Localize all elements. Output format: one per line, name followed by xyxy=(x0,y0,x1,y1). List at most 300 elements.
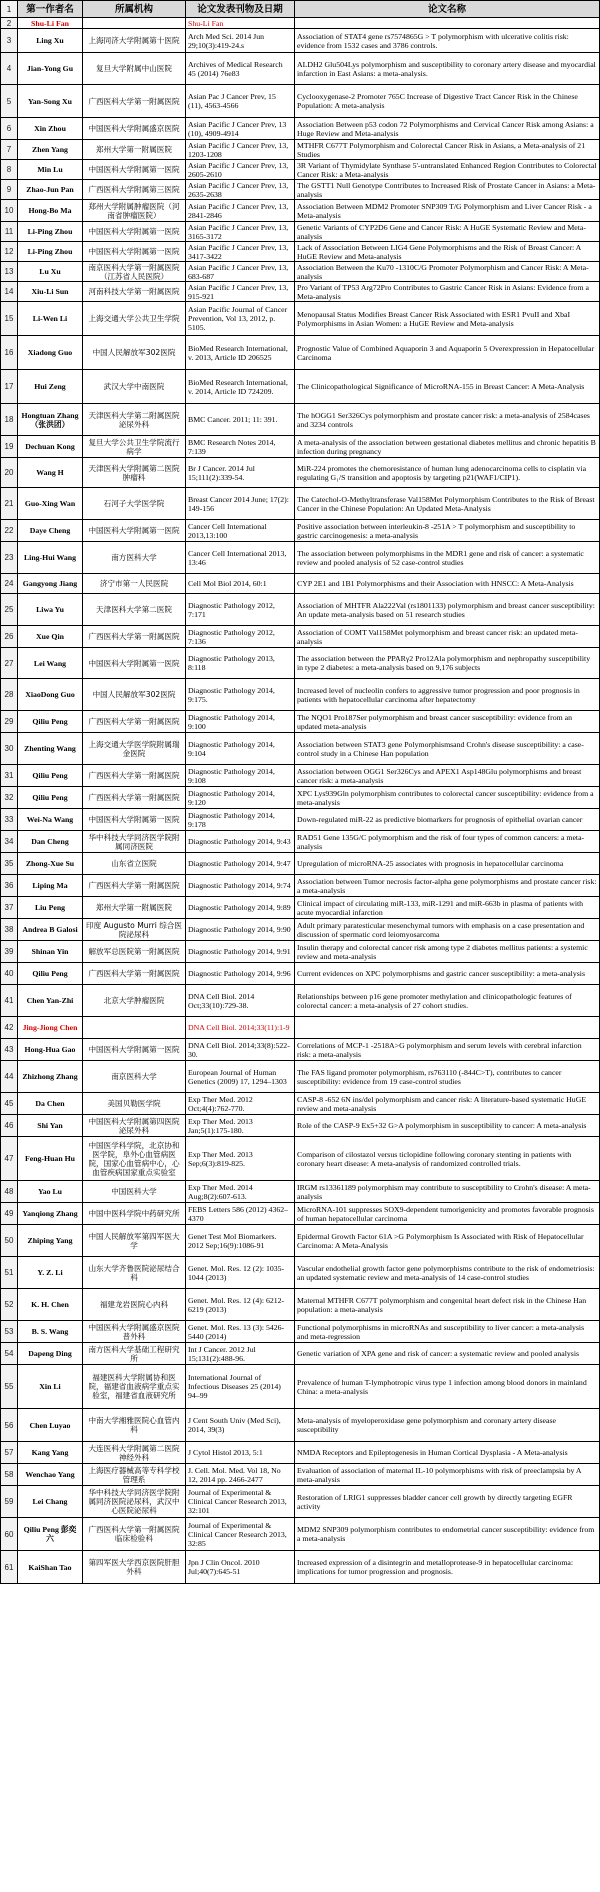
institution-cell: 郑州大学第一附属医院 xyxy=(83,897,186,919)
journal-cell: DNA Cell Biol. 2014;33(11):1-9 xyxy=(186,1017,295,1039)
title-cell xyxy=(295,18,600,29)
title-cell: Association of COMT Val158Met polymorphism and breast cancer risk: an updated meta-analysis xyxy=(295,626,600,648)
header-author: 第一作者名 xyxy=(18,1,83,18)
table-row xyxy=(1,53,600,85)
row-number: 21 xyxy=(1,488,18,520)
institution-cell: 中国中医科学院中药研究所 xyxy=(83,1203,186,1225)
row-number: 34 xyxy=(1,831,18,853)
author-cell: Jing-Jiong Chen xyxy=(18,1017,83,1039)
title-cell: Adult primary paratesticular mesenchymal tumors with emphasis on a case presentation and discussion of spermatic cord leiomyosarcoma xyxy=(295,919,600,941)
author-cell: Xin Li xyxy=(18,1365,83,1409)
title-cell: Clinical impact of circulating miR-133, miR-1291 and miR-663b in plasma of patients with acute myocardial infarction xyxy=(295,897,600,919)
row-number: 2 xyxy=(1,18,18,29)
institution-cell: 中国医科大学附属第一医院 xyxy=(83,648,186,679)
journal-cell: Diagnostic Pathology 2014, 9:96 xyxy=(186,963,295,985)
row-number: 3 xyxy=(1,29,18,53)
author-cell: Zhong-Xue Su xyxy=(18,853,83,875)
title-cell: CASP-8 -652 6N ins/del polymorphism and cancer risk: A literature-based systematic HuGE review and meta-analysis xyxy=(295,1093,600,1115)
table-row xyxy=(1,436,600,458)
author-cell: Hongtuan Zhang（张洪团） xyxy=(18,404,83,436)
title-cell: Association between OGG1 Ser326Cys and APEX1 Asp148Glu polymorphisms and breast cancer risk: a meta-analysis xyxy=(295,765,600,787)
table-row xyxy=(1,1289,600,1321)
author-cell: Hong-Hua Gao xyxy=(18,1039,83,1061)
title-cell: Comparison of cilostazol versus ticlopidine following coronary stenting in patients with coronary heart disease: A meta-analysis of randomized controlled trials. xyxy=(295,1137,600,1181)
row-number: 10 xyxy=(1,200,18,222)
table-row xyxy=(1,875,600,897)
title-cell: Genetic variation of XPA gene and risk of cancer: a systematic review and pooled analysis xyxy=(295,1343,600,1365)
journal-cell: Asian Pacific J Cancer Prev, 13, 915-921 xyxy=(186,282,295,302)
institution-cell: 中国人民解放军302医院 xyxy=(83,679,186,711)
table-body xyxy=(1,1,600,1584)
row-number: 38 xyxy=(1,919,18,941)
journal-cell: Cancer Cell International 2013,13:100 xyxy=(186,520,295,542)
row-number: 45 xyxy=(1,1093,18,1115)
row-number: 17 xyxy=(1,370,18,404)
institution-cell: 武汉大学中南医院 xyxy=(83,370,186,404)
author-cell: Zhen Yang xyxy=(18,140,83,160)
row-number: 43 xyxy=(1,1039,18,1061)
table-row xyxy=(1,1061,600,1093)
institution-cell: 南方医科大学 xyxy=(83,542,186,574)
institution-cell: 福建龙岩医院心内科 xyxy=(83,1289,186,1321)
row-number: 9 xyxy=(1,180,18,200)
title-cell: MTHFR C677T Polymorphism and Colorectal Cancer Risk in Asians, a Meta-analysis of 21 Studies xyxy=(295,140,600,160)
table-row xyxy=(1,1017,600,1039)
row-number: 44 xyxy=(1,1061,18,1093)
journal-cell: Diagnostic Pathology 2013, 8:118 xyxy=(186,648,295,679)
author-cell: Li-Wen Li xyxy=(18,302,83,336)
table-row xyxy=(1,574,600,594)
author-cell: Dechuan Kong xyxy=(18,436,83,458)
journal-cell: Cancer Cell International 2013, 13:46 xyxy=(186,542,295,574)
journal-cell: Diagnostic Pathology 2014, 9:89 xyxy=(186,897,295,919)
journal-cell: Genet Test Mol Biomarkers. 2012 Sep;16(9):1086-91 xyxy=(186,1225,295,1257)
row-number: 15 xyxy=(1,302,18,336)
journal-cell: Asian Pacific J Cancer Prev, 13 (10), 4909-4914 xyxy=(186,118,295,140)
table-row xyxy=(1,679,600,711)
table-row xyxy=(1,594,600,626)
row-number: 20 xyxy=(1,458,18,488)
title-cell: Role of the CASP-9 Ex5+32 G>A polymorphism in susceptibility to cancer: A meta-analysis xyxy=(295,1115,600,1137)
institution-cell: 山东大学齐鲁医院泌尿结合科 xyxy=(83,1257,186,1289)
author-cell: Chen Luyao xyxy=(18,1409,83,1442)
row-number: 13 xyxy=(1,262,18,282)
journal-cell: Genet. Mol. Res. 13 (3): 5426-5440 (2014) xyxy=(186,1321,295,1343)
institution-cell: 中国医科大学附属第一医院 xyxy=(83,242,186,262)
author-cell: Qiliu Peng xyxy=(18,963,83,985)
author-cell: Y. Z. Li xyxy=(18,1257,83,1289)
table-row xyxy=(1,1365,600,1409)
author-cell: Wei-Na Wang xyxy=(18,809,83,831)
author-cell: Qiliu Peng xyxy=(18,711,83,733)
journal-cell: Genet. Mol. Res. 12 (4): 6212-6219 (2013) xyxy=(186,1289,295,1321)
title-cell: Restoration of LRIG1 suppresses bladder cancer cell growth by directly targeting EGFR activity xyxy=(295,1486,600,1518)
institution-cell: 福建医科大学附属协和医院，福建省血液病学重点实验室，福建省血液研究所 xyxy=(83,1365,186,1409)
author-cell: Hong-Bo Ma xyxy=(18,200,83,222)
title-cell: Down-regulated miR-22 as predictive biomarkers for prognosis of epithelial ovarian cancer xyxy=(295,809,600,831)
row-number: 56 xyxy=(1,1409,18,1442)
journal-cell: J Cytol Histol 2013, 5:1 xyxy=(186,1442,295,1464)
author-cell: Ling Xu xyxy=(18,29,83,53)
table-row xyxy=(1,1137,600,1181)
title-cell: CYP 2E1 and 1B1 Polymorphisms and their Association with HNSCC: A Meta-Analysis xyxy=(295,574,600,594)
table-row xyxy=(1,200,600,222)
author-cell: Andrea B Galosi xyxy=(18,919,83,941)
journal-cell: Diagnostic Pathology 2014, 9:90 xyxy=(186,919,295,941)
institution-cell: 广西医科大学第一附属医院 xyxy=(83,765,186,787)
institution-cell: 郑州大学附属肿瘤医院（河南省肿瘤医院） xyxy=(83,200,186,222)
institution-cell: 中国医科大学 xyxy=(83,1181,186,1203)
author-cell: Min Lu xyxy=(18,160,83,180)
title-cell xyxy=(295,1017,600,1039)
author-cell: Wenchao Yang xyxy=(18,1464,83,1486)
row-number: 29 xyxy=(1,711,18,733)
title-cell: The association between the PPARγ2 Pro12Ala polymorphism and nephropathy susceptibility in type 2 diabetes: a meta-analysis based on 9,176 subjects xyxy=(295,648,600,679)
row-number: 32 xyxy=(1,787,18,809)
journal-cell: Breast Cancer 2014 June; 17(2): 149-156 xyxy=(186,488,295,520)
institution-cell: 中国医学科学院，北京协和医学院，阜外心血管病医院，国家心血管病中心，心血管疾病国家重点实验室 xyxy=(83,1137,186,1181)
title-cell: The association between polymorphisms in the MDR1 gene and risk of cancer: a systematic review and pooled analysis of 52 case-control studies xyxy=(295,542,600,574)
author-cell: Xiadong Guo xyxy=(18,336,83,370)
author-cell: Qiliu Peng xyxy=(18,787,83,809)
author-cell: Liwa Yu xyxy=(18,594,83,626)
journal-cell: Diagnostic Pathology 2014, 9:47 xyxy=(186,853,295,875)
institution-cell: 广西医科大学第一附属医院 xyxy=(83,875,186,897)
title-cell: Positive association between interleukin-8 -251A > T polymorphism and susceptibility to gastric carcinogenesis: a meta-analysis xyxy=(295,520,600,542)
table-row xyxy=(1,180,600,200)
journal-cell: Br J Cancer. 2014 Jul 15;111(2):339-54. xyxy=(186,458,295,488)
title-cell: Current evidences on XPC polymorphisms and gastric cancer susceptibility: a meta-analysis xyxy=(295,963,600,985)
institution-cell: 印度 Augusto Murri 综合医院泌尿科 xyxy=(83,919,186,941)
title-cell: Maternal MTHFR C677T polymorphism and congenital heart defect risk in the Chinese Han population: a meta-analysis xyxy=(295,1289,600,1321)
table-row xyxy=(1,336,600,370)
row-number: 54 xyxy=(1,1343,18,1365)
title-cell: Evaluation of association of maternal IL-10 polymorphisms with risk of preeclampsia by A meta-analysis xyxy=(295,1464,600,1486)
journal-cell: J. Cell. Mol. Med. Vol 18, No 12, 2014 pp. 2466-2477 xyxy=(186,1464,295,1486)
journal-cell: BMC Cancer. 2011; 11: 391. xyxy=(186,404,295,436)
journal-cell: Archives of Medical Research 45 (2014) 76e83 xyxy=(186,53,295,85)
title-cell: Correlations of MCP-1 -2518A>G polymorphism and serum levels with cerebral infarction risk: a meta-analysis xyxy=(295,1039,600,1061)
row-number: 8 xyxy=(1,160,18,180)
table-row xyxy=(1,370,600,404)
header-title: 论文名称 xyxy=(295,1,600,18)
row-number: 5 xyxy=(1,85,18,118)
table-row xyxy=(1,18,600,29)
table-row xyxy=(1,118,600,140)
institution-cell: 广西医科大学第一附属医院临床检验科 xyxy=(83,1518,186,1551)
title-cell: The hOGG1 Ser326Cys polymorphism and prostate cancer risk: a meta-analysis of 2584cases and 3234 controls xyxy=(295,404,600,436)
table-row xyxy=(1,140,600,160)
row-number: 27 xyxy=(1,648,18,679)
institution-cell: 华中科技大学同济医学院附属同济医院 xyxy=(83,831,186,853)
journal-cell: BioMed Research International, v. 2014, Article ID 724209. xyxy=(186,370,295,404)
title-cell: Epidermal Growth Factor 61A >G Polymorphism Is Associated with Risk of Hepatocellular Carcinoma: A Meta-Analysis xyxy=(295,1225,600,1257)
table-row xyxy=(1,542,600,574)
institution-cell: 南方医科大学基础工程研究所 xyxy=(83,1343,186,1365)
table-row xyxy=(1,1203,600,1225)
author-cell: Jian-Yong Gu xyxy=(18,53,83,85)
institution-cell: 上海交通大学公共卫生学院 xyxy=(83,302,186,336)
title-cell: The NQO1 Pro187Ser polymorphism and breast cancer susceptibility: evidence from an updated meta-analysis xyxy=(295,711,600,733)
row-number: 19 xyxy=(1,436,18,458)
title-cell: Association of MHTFR Ala222Val (rs1801133) polymorphism and breast cancer susceptibility: An update meta-analysis based on 51 research studies xyxy=(295,594,600,626)
author-cell: Dapeng Ding xyxy=(18,1343,83,1365)
table-row xyxy=(1,733,600,765)
title-cell: ALDH2 Glu504Lys polymorphism and susceptibility to coronary artery disease and myocardial infarction in East Asians: a meta-analysis. xyxy=(295,53,600,85)
table-row xyxy=(1,1409,600,1442)
institution-cell: 上海医疗器械高等专科学校管理系 xyxy=(83,1464,186,1486)
institution-cell: 中国医科大学附属第一医院 xyxy=(83,1039,186,1061)
institution-cell: 中国医科大学附属第一医院 xyxy=(83,809,186,831)
row-number: 6 xyxy=(1,118,18,140)
table-row xyxy=(1,831,600,853)
row-number: 12 xyxy=(1,242,18,262)
title-cell: NMDA Receptors and Epileptogenesis in Human Cortical Dysplasia - A Meta-analysis xyxy=(295,1442,600,1464)
table-row xyxy=(1,941,600,963)
journal-cell: Arch Med Sci. 2014 Jun 29;10(3):419-24.s xyxy=(186,29,295,53)
table-row xyxy=(1,1257,600,1289)
row-number: 58 xyxy=(1,1464,18,1486)
journal-cell: Asian Pacific J Cancer Prev, 13, 683-687 xyxy=(186,262,295,282)
institution-cell: 中国医科大学附属第四医院泌尿外科 xyxy=(83,1115,186,1137)
title-cell: Lack of Association Between LIG4 Gene Polymorphisms and the Risk of Breast Cancer: A HuGE Review and Meta-analysis xyxy=(295,242,600,262)
journal-cell: International Journal of Infectious Diseases 25 (2014) 94–99 xyxy=(186,1365,295,1409)
row-number: 24 xyxy=(1,574,18,594)
institution-cell: 华中科技大学同济医学院附属同济医院泌尿科，武汉中心医院泌尿科 xyxy=(83,1486,186,1518)
journal-cell: Diagnostic Pathology 2014, 9:91 xyxy=(186,941,295,963)
table-row xyxy=(1,160,600,180)
author-cell: Ling-Hui Wang xyxy=(18,542,83,574)
title-cell: Pro Variant of TP53 Arg72Pro Contributes to Gastric Cancer Risk in Asians: Evidence from a Meta-analysis xyxy=(295,282,600,302)
author-cell: Lei Wang xyxy=(18,648,83,679)
author-cell: Shinan Yin xyxy=(18,941,83,963)
institution-cell: 中国医科大学附属第一医院 xyxy=(83,222,186,242)
title-cell: Meta-analysis of myeloperoxidase gene polymorphism and coronary artery disease susceptibility xyxy=(295,1409,600,1442)
table-row xyxy=(1,29,600,53)
author-cell: Hui Zeng xyxy=(18,370,83,404)
journal-cell: Exp Ther Med. 2014 Aug;8(2):607-613. xyxy=(186,1181,295,1203)
author-cell: XiaoDong Guo xyxy=(18,679,83,711)
title-cell: Vascular endothelial growth factor gene polymorphisms contribute to the risk of endometriosis: an updated systematic review and meta-analysis of 14 case-control studies xyxy=(295,1257,600,1289)
institution-cell: 广西医科大学附属第三医院 xyxy=(83,180,186,200)
title-cell: Association between STAT3 gene Polymorphismsand Crohn's disease susceptibility: a case-control study in a Chinese Han population xyxy=(295,733,600,765)
institution-cell: 天津医科大学第二附属医院泌尿外科 xyxy=(83,404,186,436)
institution-cell: 济宁市第一人民医院 xyxy=(83,574,186,594)
journal-cell: Asian Pacific J Cancer Prev, 13, 2605-2610 xyxy=(186,160,295,180)
row-number: 49 xyxy=(1,1203,18,1225)
author-cell: B. S. Wang xyxy=(18,1321,83,1343)
author-cell: Zhizhong Zhang xyxy=(18,1061,83,1093)
table-row xyxy=(1,222,600,242)
title-cell: MDM2 SNP309 polymorphism contributes to endometrial cancer susceptibility: evidence from a meta-analysis xyxy=(295,1518,600,1551)
title-cell: Functional polymorphisms in microRNAs and susceptibility to liver cancer: a meta-analysis and meta-regression xyxy=(295,1321,600,1343)
header-journal: 论文发表刊物及日期 xyxy=(186,1,295,18)
table-row xyxy=(1,897,600,919)
row-number: 53 xyxy=(1,1321,18,1343)
header-institution: 所属机构 xyxy=(83,1,186,18)
journal-cell: Asian Pacific J Cancer Prev, 13, 3165-3172 xyxy=(186,222,295,242)
table-row xyxy=(1,626,600,648)
institution-cell: 上海同济大学附属第十医院 xyxy=(83,29,186,53)
author-cell: Li-Ping Zhou xyxy=(18,222,83,242)
table-row xyxy=(1,1181,600,1203)
author-cell: Qiliu Peng xyxy=(18,765,83,787)
institution-cell: 中国医科大学附属盛京医院普外科 xyxy=(83,1321,186,1343)
table-row xyxy=(1,1225,600,1257)
table-row xyxy=(1,458,600,488)
row-number: 51 xyxy=(1,1257,18,1289)
author-cell: Liping Ma xyxy=(18,875,83,897)
row-number: 36 xyxy=(1,875,18,897)
title-cell: The Catechol-O-Methyltransferase Val158Met Polymorphism Contributes to the Risk of Breast Cancer in the Chinese Population: An Updated Meta-Analysis xyxy=(295,488,600,520)
author-cell: Qiliu Peng 彭奕六 xyxy=(18,1518,83,1551)
table-row xyxy=(1,809,600,831)
table-row xyxy=(1,404,600,436)
author-cell: Xiu-Li Sun xyxy=(18,282,83,302)
institution-cell: 南京医科大学 xyxy=(83,1061,186,1093)
row-number: 60 xyxy=(1,1518,18,1551)
title-cell: Upregulation of microRNA-25 associates with prognosis in hepatocellular carcinoma xyxy=(295,853,600,875)
author-cell: Feng-Huan Hu xyxy=(18,1137,83,1181)
author-cell: KaiShan Tao xyxy=(18,1551,83,1584)
journal-cell: DNA Cell Biol. 2014 Oct;33(10):729-38. xyxy=(186,985,295,1017)
institution-cell: 河南科技大学第一附属医院 xyxy=(83,282,186,302)
author-cell: K. H. Chen xyxy=(18,1289,83,1321)
table-row xyxy=(1,1486,600,1518)
journal-cell: BioMed Research International, v. 2013, Article ID 206525 xyxy=(186,336,295,370)
row-number: 31 xyxy=(1,765,18,787)
journal-cell: Asian Pacific J Cancer Prev, 13, 3417-3422 xyxy=(186,242,295,262)
table-row xyxy=(1,1039,600,1061)
journal-cell: Diagnostic Pathology 2012, 7:171 xyxy=(186,594,295,626)
institution-cell: 解放军总医院第一附属医院 xyxy=(83,941,186,963)
title-cell: Cyclooxygenase-2 Promoter 765C Increase of Digestive Tract Cancer Risk in the Chinese Population: A meta-analysis xyxy=(295,85,600,118)
institution-cell: 中国医科大学附属第一医院 xyxy=(83,160,186,180)
title-cell: The GSTT1 Null Genotype Contributes to Increased Risk of Prostate Cancer in Asians: a Meta-analysis xyxy=(295,180,600,200)
table-row xyxy=(1,985,600,1017)
row-number: 35 xyxy=(1,853,18,875)
title-cell: A meta-analysis of the association between gestational diabetes mellitus and chronic hepatitis B infection during pregnancy xyxy=(295,436,600,458)
author-cell: Gangyong Jiang xyxy=(18,574,83,594)
author-cell: Guo-Xing Wan xyxy=(18,488,83,520)
institution-cell: 天津医科大学第二医院 xyxy=(83,594,186,626)
title-cell: Increased level of nucleolin confers to aggressive tumor progression and poor prognosis in patients with hepatocellular carcinoma after hepatectomy xyxy=(295,679,600,711)
row-number: 4 xyxy=(1,53,18,85)
row-number: 14 xyxy=(1,282,18,302)
title-cell: XPC Lys939Gln polymorphism contributes to colorectal cancer susceptibility: evidence from a meta-analysis xyxy=(295,787,600,809)
institution-cell: 中南大学湘雅医院心血管内科 xyxy=(83,1409,186,1442)
journal-cell: Shu-Li Fan xyxy=(186,18,295,29)
row-number: 48 xyxy=(1,1181,18,1203)
institution-cell: 北京大学肿瘤医院 xyxy=(83,985,186,1017)
title-cell: Insulin therapy and colorectal cancer risk among type 2 diabetes mellitus patients: a systemic review and meta-analysis xyxy=(295,941,600,963)
row-number: 59 xyxy=(1,1486,18,1518)
row-number: 40 xyxy=(1,963,18,985)
journal-cell: Diagnostic Pathology 2014, 9:100 xyxy=(186,711,295,733)
row-number: 47 xyxy=(1,1137,18,1181)
title-cell: Prognostic Value of Combined Aquaporin 3 and Aquaporin 5 Overexpression in Hepatocellular Carcinoma xyxy=(295,336,600,370)
author-cell: Yanqiong Zhang xyxy=(18,1203,83,1225)
title-cell: Increased expression of a disintegrin and metalloprotease-9 in hepatocellular carcinoma: implications for tumor progression and prognosis. xyxy=(295,1551,600,1584)
journal-cell: Exp Ther Med. 2012 Oct;4(4):762-770. xyxy=(186,1093,295,1115)
institution-cell: 广西医科大学第一附属医院 xyxy=(83,626,186,648)
table-row xyxy=(1,1442,600,1464)
institution-cell: 郑州大学第一附属医院 xyxy=(83,140,186,160)
journal-cell: BMC Research Notes 2014, 7:139 xyxy=(186,436,295,458)
row-number: 30 xyxy=(1,733,18,765)
author-cell: Li-Ping Zhou xyxy=(18,242,83,262)
journal-cell: Journal of Experimental & Clinical Cancer Research 2013, 32:85 xyxy=(186,1518,295,1551)
author-cell: Daye Cheng xyxy=(18,520,83,542)
author-cell: Zhenting Wang xyxy=(18,733,83,765)
row-number: 61 xyxy=(1,1551,18,1584)
table-row xyxy=(1,488,600,520)
journal-cell: Diagnostic Pathology 2014, 9:43 xyxy=(186,831,295,853)
table-row xyxy=(1,648,600,679)
author-cell: Da Chen xyxy=(18,1093,83,1115)
author-cell: Chen Yan-Zhi xyxy=(18,985,83,1017)
journal-cell: Int J Cancer. 2012 Jul 15;131(2):488-96. xyxy=(186,1343,295,1365)
journal-cell: Asian Pacific J Cancer Prev, 13, 2841-2846 xyxy=(186,200,295,222)
table-row xyxy=(1,1518,600,1551)
journal-cell: Exp Ther Med. 2013 Jan;5(1):175-180. xyxy=(186,1115,295,1137)
row-number: 28 xyxy=(1,679,18,711)
journal-cell: Diagnostic Pathology 2014, 9:175. xyxy=(186,679,295,711)
journal-cell: Exp Ther Med. 2013 Sep;6(3):819-825. xyxy=(186,1137,295,1181)
row-number: 1 xyxy=(1,1,18,18)
author-cell: Liu Peng xyxy=(18,897,83,919)
table-row xyxy=(1,1343,600,1365)
table-row xyxy=(1,302,600,336)
journal-cell: Diagnostic Pathology 2014, 9:108 xyxy=(186,765,295,787)
author-cell: Zhiping Yang xyxy=(18,1225,83,1257)
author-cell: Wang H xyxy=(18,458,83,488)
author-cell: Shi Yan xyxy=(18,1115,83,1137)
journal-cell: DNA Cell Biol. 2014;33(8):522-30. xyxy=(186,1039,295,1061)
author-cell: Dan Cheng xyxy=(18,831,83,853)
journal-cell: Diagnostic Pathology 2012, 7:136 xyxy=(186,626,295,648)
institution-cell: 复旦大学附属中山医院 xyxy=(83,53,186,85)
institution-cell: 广西医科大学第一附属医院 xyxy=(83,787,186,809)
author-cell: Lu Xu xyxy=(18,262,83,282)
table-row xyxy=(1,963,600,985)
institution-cell: 广西医科大学第一附属医院 xyxy=(83,963,186,985)
title-cell: Relationships between p16 gene promoter methylation and clinicopathologic features of colorectal cancer: a meta-analysis of 27 cohort studies. xyxy=(295,985,600,1017)
institution-cell: 石河子大学医学院 xyxy=(83,488,186,520)
row-number: 37 xyxy=(1,897,18,919)
journal-cell: FEBS Letters 586 (2012) 4362–4370 xyxy=(186,1203,295,1225)
institution-cell: 广西医科大学第一附属医院 xyxy=(83,85,186,118)
table-row xyxy=(1,242,600,262)
institution-cell: 南京医科大学第一附属医院（江苏省人民医院） xyxy=(83,262,186,282)
row-number: 25 xyxy=(1,594,18,626)
institution-cell: 上海交通大学医学院附属瑞金医院 xyxy=(83,733,186,765)
title-cell: 3R Variant of Thymidylate Synthase 5'-untranslated Enhanced Region Contributes to Colorectal Cancer Risk: a Meta-analysis xyxy=(295,160,600,180)
author-cell: Zhao-Jun Pan xyxy=(18,180,83,200)
table-row xyxy=(1,711,600,733)
table-row xyxy=(1,85,600,118)
table-row xyxy=(1,1551,600,1584)
journal-cell: Diagnostic Pathology 2014, 9:104 xyxy=(186,733,295,765)
row-number: 33 xyxy=(1,809,18,831)
title-cell: The Clinicopathological Significance of MicroRNA-155 in Breast Cancer: A Meta-Analysis xyxy=(295,370,600,404)
title-cell: The FAS ligand promoter polymorphism, rs763110 (-844C>T), contributes to cancer susceptibility: evidence from 19 case-control studies xyxy=(295,1061,600,1093)
title-cell: Association Between the Ku70 -1310C/G Promoter Polymorphism and Cancer Risk: A Meta-analysis xyxy=(295,262,600,282)
title-cell: Association of STAT4 gene rs7574865G > T polymorphism with ulcerative colitis risk: evidence from 1532 cases and 3786 controls. xyxy=(295,29,600,53)
title-cell: Association Between p53 codon 72 Polymorphisms and Cervical Cancer Risk among Asians: a Huge Review and Meta-analysis xyxy=(295,118,600,140)
row-number: 42 xyxy=(1,1017,18,1039)
table-row xyxy=(1,919,600,941)
